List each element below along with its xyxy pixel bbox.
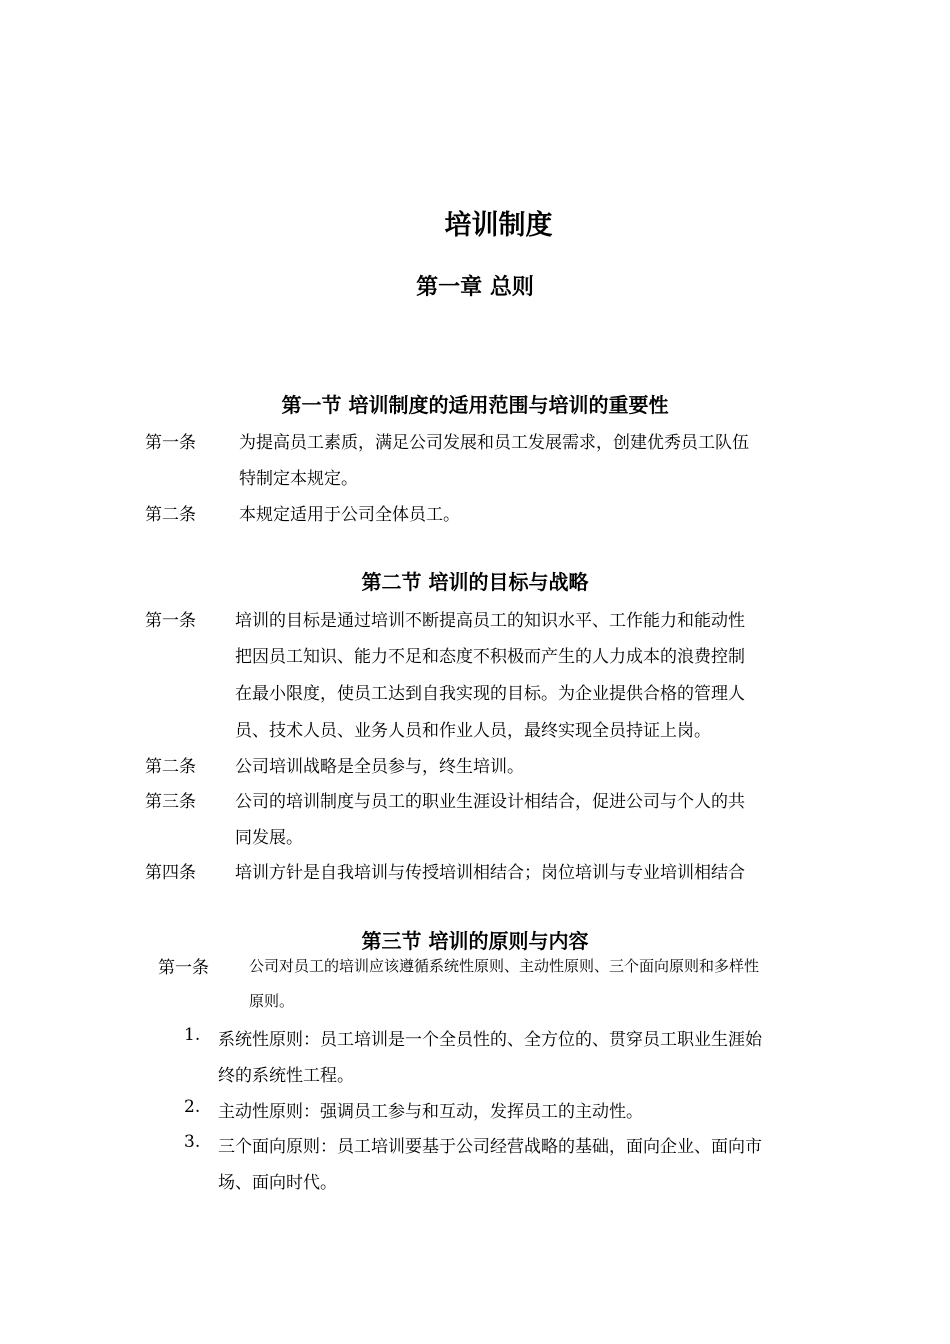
article-label: 第二条 <box>145 505 196 525</box>
article-text: 原则。 <box>249 992 295 1010</box>
list-item-number: 2. <box>184 1097 201 1117</box>
section-title-2: 第二节 培训的目标与战略 <box>361 570 589 594</box>
article-text: 为提高员工素质，满足公司发展和员工发展需求，创建优秀员工队伍 <box>239 433 749 453</box>
article-text: 培训方针是自我培训与传授培训相结合；岗位培训与专业培训相结合 <box>235 863 745 883</box>
article-text: 公司对员工的培训应该遵循系统性原则、主动性原则、三个面向原则和多样性 <box>249 957 760 975</box>
article-text: 本规定适用于公司全体员工。 <box>239 505 460 525</box>
list-item-text: 系统性原则：员工培训是一个全员性的、全方位的、贯穿员工职业生涯始 <box>218 1030 762 1050</box>
article-label: 第四条 <box>145 863 196 883</box>
article-text: 把因员工知识、能力不足和态度不积极而产生的人力成本的浪费控制 <box>235 647 745 667</box>
article-label: 第一条 <box>145 611 196 631</box>
article-text: 员、技术人员、业务人员和作业人员，最终实现全员持证上岗。 <box>235 721 711 741</box>
article-label: 第一条 <box>158 958 209 978</box>
article-text: 培训的目标是通过培训不断提高员工的知识水平、工作能力和能动性 <box>235 611 745 631</box>
article-label: 第三条 <box>145 792 196 812</box>
article-text: 同发展。 <box>235 828 303 848</box>
list-item-text: 场、面向时代。 <box>218 1173 337 1193</box>
article-label: 第一条 <box>145 433 196 453</box>
list-item-text: 三个面向原则：员工培训要基于公司经营战略的基础，面向企业、面向市 <box>218 1137 762 1157</box>
article-label: 第二条 <box>145 757 196 777</box>
list-item-text: 终的系统性工程。 <box>218 1066 354 1086</box>
section-title-1: 第一节 培训制度的适用范围与培训的重要性 <box>281 393 669 417</box>
list-item-text: 主动性原则：强调员工参与和互动，发挥员工的主动性。 <box>218 1102 643 1122</box>
article-text: 特制定本规定。 <box>239 469 358 489</box>
chapter-title: 第一章 总则 <box>416 275 534 300</box>
document-title: 培训制度 <box>444 210 553 241</box>
section-title-3: 第三节 培训的原则与内容 <box>361 929 589 953</box>
list-item-number: 3. <box>184 1132 201 1152</box>
article-text: 在最小限度，使员工达到自我实现的目标。为企业提供合格的管理人 <box>235 684 745 704</box>
list-item-number: 1. <box>184 1025 201 1045</box>
article-text: 公司的培训制度与员工的职业生涯设计相结合，促进公司与个人的共 <box>235 792 745 812</box>
article-text: 公司培训战略是全员参与，终生培训。 <box>235 757 524 777</box>
